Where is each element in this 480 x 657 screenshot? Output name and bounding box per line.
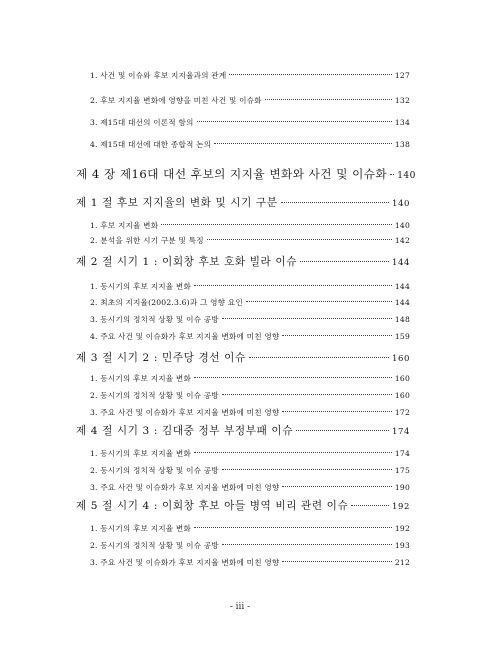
toc-section [76,254,410,270]
toc-entry-page: 192 [391,502,410,512]
toc-subsection [90,297,410,309]
toc-entry-page: 148 [394,315,410,324]
dot-leader [222,394,392,395]
toc-entry-title: 1. 동시기의 후보 지지율 변화 [90,374,191,383]
toc-entry-title: 4. 주요 사건 및 이슈화가 후보 지지율 변화에 미친 영향 [90,332,280,341]
dot-leader [351,505,389,506]
dot-leader [222,544,392,545]
toc-entry-title: 2. 후보 지지율 변화에 영향을 미친 사건 및 이슈화 [90,96,262,105]
toc-subsection [90,465,410,477]
dot-leader [282,411,391,412]
toc-entry-page: 144 [394,298,410,307]
dot-leader [214,143,392,144]
dot-leader [282,486,391,487]
toc-entry-page: 160 [394,391,410,400]
toc-entry-title: 제 2 절 시기 1 : 이회창 후보 호화 빌라 이슈 [76,256,298,268]
dot-leader [390,174,394,175]
toc-entry-page: 175 [394,466,410,475]
dot-leader [222,318,392,319]
dot-leader [281,202,389,203]
dot-leader [222,469,392,470]
dot-leader [282,561,391,562]
toc-entry-title: 2. 동시기의 정치적 상황 및 이슈 공방 [90,541,219,550]
toc-entry-title: 제 5 절 시기 4 : 이회창 후보 아들 병역 비리 관련 이슈 [76,500,349,512]
toc-entry-title: 3. 주요 사건 및 이슈화가 후보 지지율 변화에 미친 영향 [90,483,280,492]
toc-entry-page: 140 [391,199,410,209]
toc-entry-title: 2. 최초의 지지율(2002.3.6)과 그 영향 요인 [90,298,243,307]
toc-entry-title: 4. 제15대 대선에 대한 종합적 논의 [90,140,212,149]
toc-subsection [90,407,410,419]
dot-leader [300,261,389,262]
toc-subsection [90,95,410,107]
dot-leader [296,430,389,431]
toc-entry-title: 1. 사건 및 이슈와 후보 지지율과의 관계 [90,71,227,80]
toc-subsection [90,70,410,82]
toc-section [76,350,410,366]
toc-entry-title: 1. 동시기의 후보 지지율 변화 [90,524,191,533]
toc-entry-title: 제 4 절 시기 3 : 김대중 정부 부정부패 이슈 [76,425,294,437]
toc-entry-title: 제 3 절 시기 2 : 민주당 경선 이슈 [76,352,246,364]
toc-entry-title: 2. 동시기의 정치적 상황 및 이슈 공방 [90,391,219,400]
toc-chapter [76,166,416,184]
toc-entry-page: 144 [391,258,410,268]
dot-leader [249,357,389,358]
toc-entry-page: 144 [394,282,410,291]
toc-entry-page: 192 [394,524,410,533]
toc-subsection [90,281,410,293]
dot-leader [194,452,392,453]
page-number-footer: - iii - [229,602,251,612]
toc-section [76,195,410,211]
toc-entry-page: 174 [391,427,410,437]
toc-subsection [90,557,410,569]
toc-entry-page: 160 [391,354,410,364]
dot-leader [194,285,392,286]
toc-entry-page: 190 [394,483,410,492]
toc-entry-title: 1. 동시기의 후보 지지율 변화 [90,449,191,458]
toc-entry-page: 160 [394,374,410,383]
toc-section [76,423,410,439]
toc-subsection [90,390,410,402]
dot-leader [265,99,392,100]
toc-subsection [90,373,410,385]
toc-entry-page: 132 [394,96,410,105]
toc-entry-page: 172 [394,408,410,417]
toc-entry-title: 1. 후보 지지율 변화 [90,221,159,230]
toc-entry-title: 3. 주요 사건 및 이슈화가 후보 지지율 변화에 미친 영향 [90,408,280,417]
toc-entry-title: 3. 제15대 대선의 이론적 함의 [90,118,194,127]
toc-subsection [90,220,410,232]
toc-entry-title: 3. 주요 사건 및 이슈화가 후보 지지율 변화에 미친 영향 [90,558,280,567]
toc-entry-title: 2. 분석을 위한 시기 구분 및 특징 [90,236,204,245]
toc-entry-title: 제 4 장 제16대 대선 후보의 지지율 변화와 사건 및 이슈화 [76,167,388,181]
toc-subsection [90,523,410,535]
toc-entry-title: 2. 동시기의 정치적 상황 및 이슈 공방 [90,466,219,475]
toc-entry-page: 140 [394,221,410,230]
toc-entry-page: 174 [394,449,410,458]
toc-entry-page: 159 [394,332,410,341]
dot-leader [246,301,392,302]
toc-entry-page: 140 [397,171,416,181]
toc-entry-page: 142 [394,236,410,245]
dot-leader [282,335,391,336]
toc-section [76,498,410,514]
toc-entry-page: 134 [394,118,410,127]
toc-subsection [90,235,410,247]
toc-entry-title: 1. 동시기의 후보 지지율 변화 [90,282,191,291]
toc-entry-title: 제 1 절 후보 지지율의 변화 및 시기 구분 [76,197,278,209]
toc-entry-page: 138 [394,140,410,149]
dot-leader [194,377,392,378]
dot-leader [229,74,392,75]
toc-entry-page: 193 [394,541,410,550]
toc-subsection [90,139,410,151]
toc-entry-page: 127 [394,71,410,80]
toc-entry-title: 3. 동시기의 정치적 상황 및 이슈 공방 [90,315,219,324]
toc-subsection [90,540,410,552]
toc-subsection [90,314,410,326]
toc-subsection [90,448,410,460]
toc-entry-page: 212 [394,558,410,567]
dot-leader [197,121,392,122]
dot-leader [161,224,392,225]
dot-leader [207,239,392,240]
toc-subsection [90,331,410,343]
toc-subsection [90,117,410,129]
toc-subsection [90,482,410,494]
dot-leader [194,527,392,528]
